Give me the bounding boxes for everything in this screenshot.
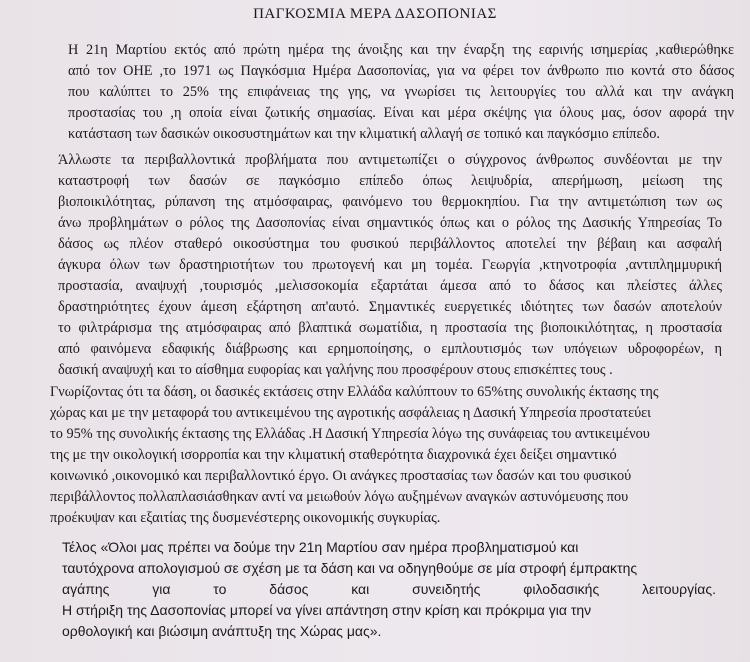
paragraph-line: ορθολογική και βιώσιμη ανάπτυξη της Χώρας μας». xyxy=(62,623,382,639)
paragraph-line: το 95% της συνολικής έκτασης της Ελλάδας .Η Δασική Υπηρεσία λόγω της συνάφειας του αντικειμένου xyxy=(50,426,650,442)
paragraph-3 xyxy=(50,382,714,529)
paragraph-line: Άλλωστε τα περιβαλλοντικά προβλήματα που αντιμετωπίζει ο σύγχρονος άνθρωπος συνδέονται με την xyxy=(58,152,722,168)
paragraph-line: προέκυψαν και εξαιτίας της δυσμενέστερης οικονομικής συγκυρίας. xyxy=(50,510,441,526)
paragraph-line: καταστροφή των δασών σε παγκόσμιο επίπεδο όπως λειψυδρία, απερήμωση, μείωση της xyxy=(58,173,722,189)
paragraph-4 xyxy=(62,537,716,642)
paragraph-line: κοινωνικό ,οικονομικό και περιβαλλοντικό έργο. Οι ανάγκες προστασίας των δασών και του φυσικού xyxy=(50,468,632,484)
paragraph-line: που καλύπτει το 25% της επιφάνειας της γης, να γνωρίσει τις λειτουργίες του αλλά και την ανάγκη xyxy=(68,84,734,100)
paragraph-line: χώρας και με την μεταφορά του αντικειμένου της αγροτικής ασφάλειας η Δασική Υπηρεσία προστατεύει xyxy=(50,405,652,421)
paragraph-line: κατάσταση των δασικών οικοσυστημάτων και την κλιματική αλλαγή σε τοπικό και παγκόσμιο επίπεδο. xyxy=(68,126,660,142)
paragraph-2 xyxy=(58,150,722,381)
paragraph-line: το φιλτράρισμα της ατμόσφαιρας από βλαπτικά σωματίδια, η προστασία της βιοποικιλότητας, η προστασία xyxy=(58,320,722,336)
paragraph-line: άγκυρα όλων των δραστηριοτήτων του πρωτογενή και μη τομέα. Γεωργία ,κτηνοτροφία ,αντιπλημμυρική xyxy=(58,257,722,273)
paragraph-line: Τέλος «Όλοι μας πρέπει να δούμε την 21η Μαρτίου σαν ημέρα προβληματισμού και xyxy=(62,539,579,555)
paragraph-line: δραστηριότητες έχουν άμεση εξάρτηση απ'αυτό. Σημαντικές ευεργετικές ιδιότητες των δασών αποτελούν xyxy=(58,299,722,315)
paragraph-line: ταυτόχρονα απολογισμού σε σχέση με τα δάση και να οδηγηθούμε σε μία στροφή έμπρακτης xyxy=(62,560,638,576)
paragraph-line: περιβάλλοντος πολλαπλασιάσθηκαν αντί να μειωθούν λόγω αυξημένων αναγκών αστυνόμευσης που xyxy=(50,489,629,505)
paragraph-line: δάσος ως πλέον σταθερό οικοσύστημα του φυσικού περιβάλλοντος αποτελεί την βέβαιη και ασφαλή xyxy=(58,236,722,252)
paragraph-line: της με την οικολογική ισορροπία και την κλιματική σταθερότητα διαχρονικά έχει δείξει σημαντικό xyxy=(50,447,617,463)
paragraph-line: από φαινόμενα εδαφικής διάβρωσης και ερημοποίησης, ο εμπλουτισμός των υπόγειων υδροφορέων, η xyxy=(58,341,722,357)
paragraph-line: δασική αναψυχή και το αίσθημα ευφορίας και γαλήνης που προσφέρουν στους επισκέπτες τους . xyxy=(58,362,613,378)
document-title: ΠΑΓΚΟΣΜΙΑ ΜΕΡΑ ΔΑΣΟΠΟΝΙΑΣ xyxy=(253,6,497,22)
paragraph-line: άνω προβλημάτων ο ρόλος της Δασοπονίας είναι σημαντικός όπως και ο ρόλος της Δασικής Υπηρεσίας Το xyxy=(58,215,722,231)
paragraph-1 xyxy=(68,40,734,145)
paragraph-line: βιοποικιλότητας, ρύπανση της ατμόσφαιρας, φαινόμενο του θερμοκηπίου. Για την αντιμετώπιση των ως xyxy=(58,194,722,210)
paragraph-line: Γνωρίζοντας ότι τα δάση, οι δασικές εκτάσεις στην Ελλάδα καλύπτουν το 65%της συνολικής έκτασης της xyxy=(50,384,659,400)
paragraph-line: Η 21η Μαρτίου εκτός από πρώτη ημέρα της άνοιξης και την έναρξη της εαρινής ισημερίας ,καθιερώθηκε xyxy=(68,42,734,58)
paragraph-line: Η στήριξη της Δασοπονίας μπορεί να γίνει απάντηση στην κρίση και πρόκριμα για την xyxy=(62,602,592,618)
paragraph-line: από τον ΟΗΕ ,το 1971 ως Παγκόσμια Ημέρα Δασοπονίας, για να φέρει τον άνθρωπο πιο κοντά στο δάσος xyxy=(68,63,734,79)
paragraph-line: προστασία, αναψυχή ,τουρισμός ,μελισσοκομία εξαρτάται άμεσα από το δάσος και πλείστες άλλες xyxy=(58,278,722,294)
paragraph-line: αγάπης για το δάσος και συνειδητής φιλοδασικής λειτουργίας. xyxy=(62,581,716,597)
paragraph-line: προστασίας του ,η οποία είναι ζωτικής σημασίας. Είναι και μέρα σκέψης για όλους μας, όσον αφορά την xyxy=(68,105,734,121)
